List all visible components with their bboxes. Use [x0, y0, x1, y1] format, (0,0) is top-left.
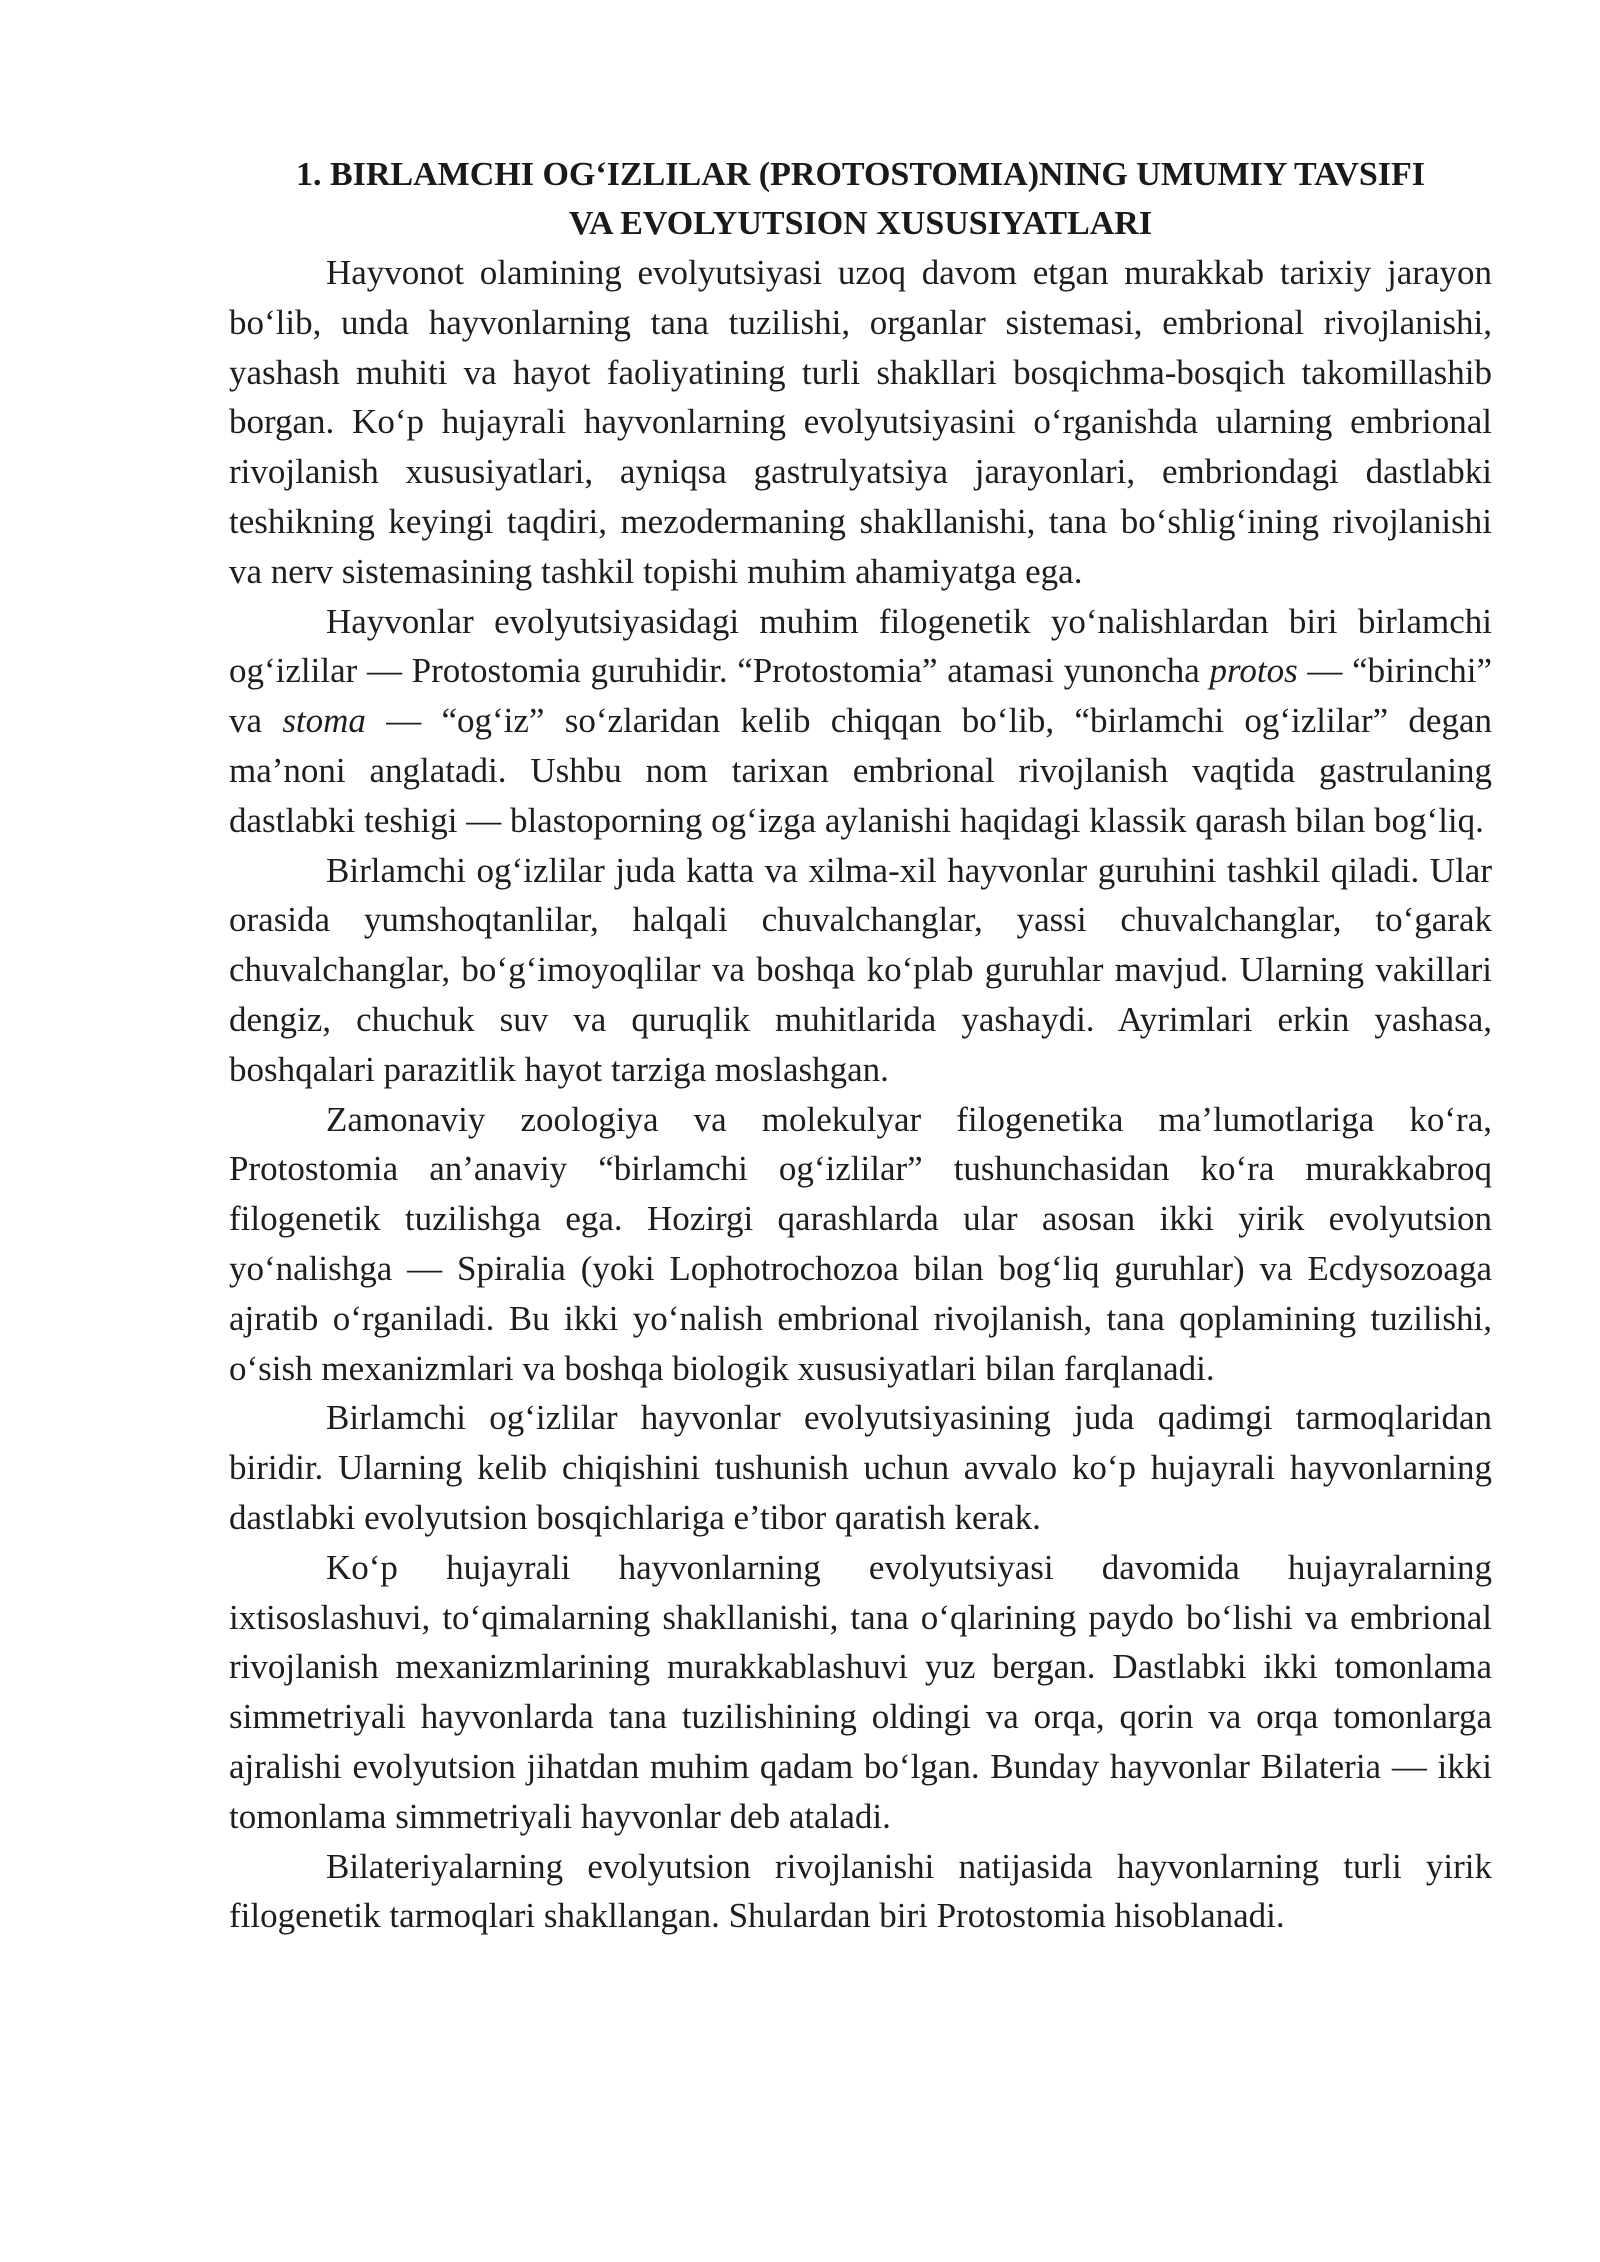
paragraph-2-part-a: Hayvonlar evolyutsiyasidagi muhim filogenetik yo‘nalishlardan biri birlamchi og‘izlilar — Protostomia guruhidir. “Protostomia” atamasi yunoncha — [229, 601, 1492, 691]
paragraph-2 — [229, 597, 1492, 846]
document-page — [229, 150, 1492, 1941]
paragraph-3: Birlamchi og‘izlilar juda katta va xilma-xil hayvonlar guruhini tashkil qiladi. Ular orasida yumshoqtanlilar, halqali chuvalchanglar, yassi chuvalchanglar, to‘garak chuvalchanglar, bo‘g‘imoyoqlilar va boshqa ko‘plab guruhlar mavjud. Ularning vakillari dengiz, chuchuk suv va quruqlik muhitlarida yashaydi. Ayrimlari erkin yashasa, boshqalari parazitlik hayot tarziga moslashgan. — [229, 850, 1492, 1089]
paragraph-1: Hayvonot olamining evolyutsiyasi uzoq davom etgan murakkab tarixiy jarayon bo‘lib, unda hayvonlarning tana tuzilishi, organlar sistemasi, embrional rivojlanishi, yashash muhiti va hayot faoliyatining turli shakllari bosqichma-bosqich takomillashib borgan. Ko‘p hujayrali hayvonlarning evolyutsiyasini o‘rganishda ularning embrional rivojlanish xususiyatlari, ayniqsa gastrulyatsiya jarayonlari, embriondagi dastlabki teshikning keyingi taqdiri, mezodermaning shakllanishi, tana bo‘shlig‘ining rivojlanishi va nerv sistemasining tashkil topishi muhim ahamiyatga ega. — [229, 253, 1492, 591]
title-line-1: 1. BIRLAMCHI OG‘IZLILAR (PROTOSTOMIA)NING UMUMIY TAVSIFI — [295, 156, 1426, 193]
paragraph-5: Birlamchi og‘izlilar hayvonlar evolyutsiyasining juda qadimgi tarmoqlaridan biridir. Ularning kelib chiqishini tushunish uchun avvalo ko‘p hujayrali hayvonlarning dastlabki evolyutsion bosqichlariga e’tibor qaratish kerak. — [229, 1398, 1492, 1537]
paragraph-4: Zamonaviy zoologiya va molekulyar filogenetika ma’lumotlariga ko‘ra, Protostomia an’anaviy “birlamchi og‘izlilar” tushunchasidan ko‘ra murakkabroq filogenetik tuzilishga ega. Hozirgi qarashlarda ular asosan ikki yirik evolyutsion yo‘nalishga — Spiralia (yoki Lophotrochozoa bilan bog‘liq guruhlar) va Ecdysozoaga ajratib o‘rganiladi. Bu ikki yo‘nalish embrional rivojlanish, tana qoplamining tuzilishi, o‘sish mexanizmlari va boshqa biologik xususiyatlari bilan farqlanadi. — [229, 1099, 1492, 1388]
term-protos: protos — [1209, 651, 1298, 691]
paragraph-2-part-b: — “birinchi” va — [229, 651, 1493, 741]
paragraph-6: Ko‘p hujayrali hayvonlarning evolyutsiyasi davomida hujayralarning ixtisoslashuvi, to‘qimalarning shakllanishi, tana o‘qlarining paydo bo‘lishi va embrional rivojlanish mexanizmlarining murakkablashuvi yuz bergan. Dastlabki ikki tomonlama simmetriyali hayvonlarda tana tuzilishining oldingi va orqa, qorin va orqa tomonlarga ajralishi evolyutsion jihatdan muhim qadam bo‘lgan. Bunday hayvonlar Bilateria — ikki tomonlama simmetriyali hayvonlar deb ataladi. — [229, 1547, 1492, 1836]
paragraph-2-part-c: — “og‘iz” so‘zlaridan kelib chiqqan bo‘lib, “birlamchi og‘izlilar” degan ma’noni anglatadi. Ushbu nom tarixan embrional rivojlanish vaqtida gastrulaning dastlabki teshigi — blastoporning og‘izga aylanishi haqidagi klassik qarash bilan bog‘liq. — [229, 701, 1492, 840]
document-title — [229, 150, 1492, 248]
title-line-2: VA EVOLYUTSION XUSUSIYATLARI — [568, 205, 1153, 242]
term-stoma: stoma — [282, 701, 366, 741]
paragraph-7: Bilateriyalarning evolyutsion rivojlanishi natijasida hayvonlarning turli yirik filogenetik tarmoqlari shakllangan. Shulardan biri Protostomia hisoblanadi. — [229, 1846, 1492, 1936]
